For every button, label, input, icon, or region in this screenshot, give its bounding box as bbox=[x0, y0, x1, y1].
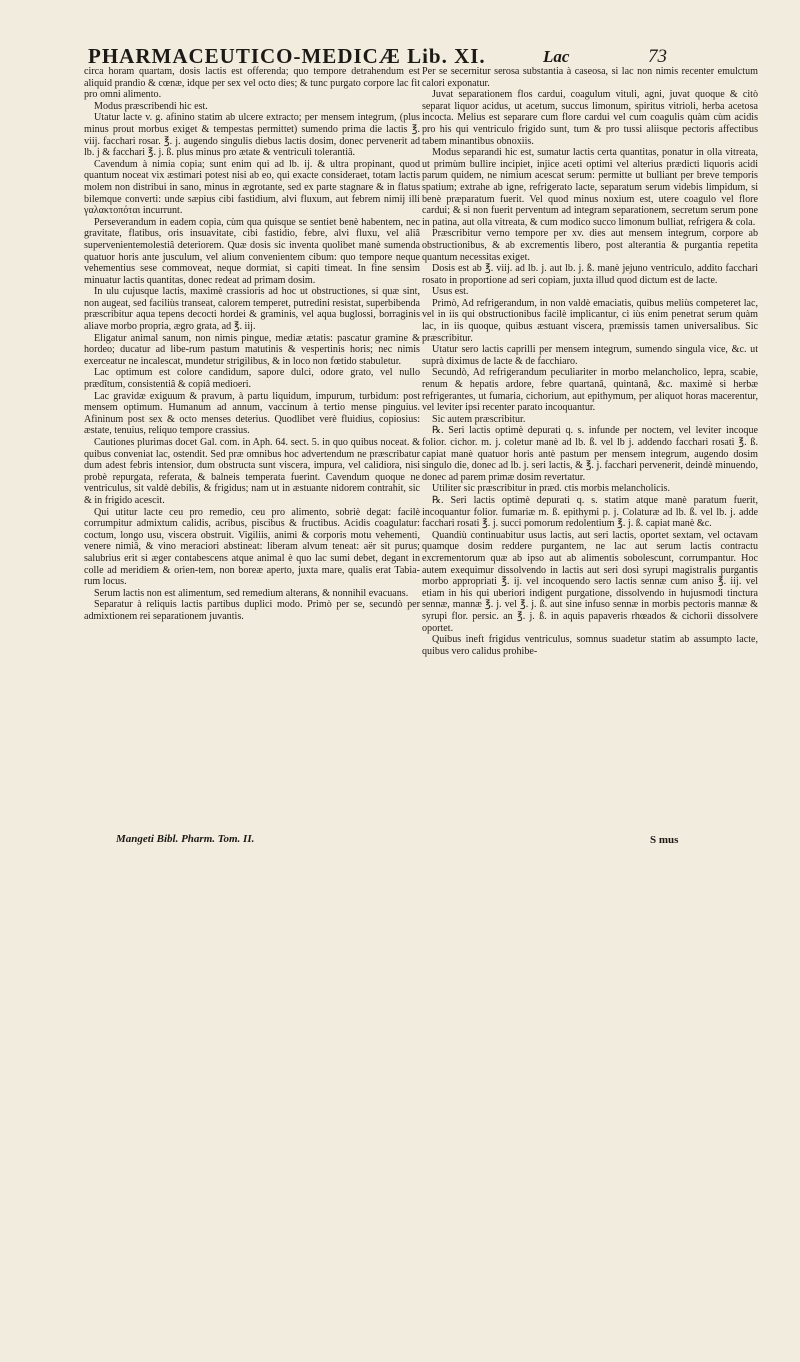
paragraph: Per se secernitur serosa substantia à caseosa, si lac non nimis recenter emulctum calori exponatur. bbox=[422, 66, 758, 89]
paragraph: Eligatur animal sanum, non nimis pingue, mediæ ætatis: pascatur gramine & hordeo; ducatur ad libe-rum pastum matutinis & vespertinis horis; nec nimis exerceatur ne incalescat, mundetur strigilibus, & in loco non fœtido stabuletur. bbox=[84, 332, 420, 367]
paragraph: In ulu cujusque lactis, maximè crassioris ad hoc ut obstructiones, si quæ sint, non augeat, sed faciliùs transeat, calorem temperet, putredini resistat, superbibenda præscribitur aqua tepens decocti hordei & graminis, vel aqua buglossi, borraginis aliave morbo propria, ægro grata, ad ℥. iij. bbox=[84, 286, 420, 333]
paragraph: Sic autem præscribitur. bbox=[432, 413, 526, 425]
paragraph: Modus separandi hic est, sumatur lactis certa quantitas, ponatur in olla vitreata, ut primùm bullire incipiet, injice aceti optimi vel alterius prædicti liquoris acidi parum quidem, ne nimium acescat serum: permitte ut bulliant per breve temporis spatium; extrahe ab igne, refrigerato lacte, separatum serum videbis limpidum, si benè præparatum fuerit. Vel quod minus noxium est, utere coagulo vel flore cardui; & si non fuerit perventum ad integram separationem, secretum serum pone in patina, aut olla vitreata, & cum modico succo limonum bulliat, refrigera & cola. bbox=[422, 147, 758, 228]
paragraph: Utatur lacte v. g. afinino statim ab ulcere extracto; per mensem integrum, (plus minus prout morbus exiget & tempestas permittet) sumendo prima die lactis ℥. viij. facchari rosar. ℥. j. augendo singulis diebus lactis dosim, donec pervenerit ad lb. j & facchari ℥. j. ß. plus minus pro ætate & ventriculi tolerantiâ. bbox=[84, 112, 420, 159]
head-letters: Lac bbox=[543, 47, 570, 66]
paragraph: Utatur sero lactis caprilli per mensem integrum, sumendo singula vice, &c. ut suprà diximus de lacte & de facchiaro. bbox=[422, 344, 758, 367]
paragraph: Modus præscribendi hic est. bbox=[94, 100, 208, 112]
left-column bbox=[84, 66, 420, 623]
paragraph: Primò, Ad refrigerandum, in non valdè emaciatis, quibus meliùs competeret lac, vel in iis qui obstructionibus facilè implicantur, ci iùs enim penetrat serum quàm lac, in iis quoque, quibus æstuant viscera, præmissis tamen universalibus. Sic præscribitur. bbox=[422, 297, 758, 344]
paragraph: Quandiù continuabitur usus lactis, aut seri lactis, oportet sextam, vel octavam quamque dosim reddere purgantem, ne lac aut serum lactis contractu excrementorum quæ ab ipso aut ab alimentis sobolescunt, corrumpantur. Hoc autem exequimur dissolvendo in lactis aut seri dosi syrupi magistralis purgantis morbo appropriati ℥. ij. vel incoquendo sero lactis sennæ cum aniso ℥. iij. vel etiam in his qui uberiori indigent purgatione, dissolvendo in hujusmodi tinctura sennæ, mannæ ℥. j. vel ℥. j. ß. aut sine infuso sennæ in morbis pectoris mannæ & syrupi flor. persic. an ℥. j. ß. in aquis papaveris rhœados & cichorii dissolvere oportet. bbox=[422, 529, 758, 634]
paragraph: Lac optimum est colore candidum, sapore dulci, odore grato, vel nullo prædîtum, consistentiâ & copiâ medioeri. bbox=[84, 367, 420, 391]
right-column bbox=[422, 66, 758, 657]
catchword: S mus bbox=[650, 834, 679, 846]
paragraph: Juvat separationem flos cardui, coagulum vituli, agni, juvat quoque & citò separat liquor acidus, ut acetum, succus limonum, spiritus vitrioli, herba acetosa incocta. Melius est separare cum flore cardui vel cum coagulis quàm cùm acidis pro his qui ventriculo frigido sunt, tum & pro tussi aliisque pectoris affectibus tabem minantibus obnoxiis. bbox=[422, 89, 758, 147]
paragraph: Qui utitur lacte ceu pro remedio, ceu pro alimento, sobriè degat: facilè corrumpitur admixtum calidis, acribus, piscibus & fructibus. Acidis coagulatur: coctum, longo usu, viscera obstruit. Vigiliis, animi & corporis motu vehementi, venere nimiâ, & vino meraciori abstineat: liberam alvum teneat: aër sit purus; salubrius erit si æger contabescens atque animal è quo lac sumi debet, degant in colle ad meridiem & orien-tem, non boreæ aperto, juxta mare, qualis erat Tabia-rum locus. bbox=[84, 506, 420, 588]
paragraph: Utiliter sic præscribitur in præd. ctis morbis melancholicis. bbox=[432, 483, 671, 495]
paragraph: Secundò, Ad refrigerandum peculiariter in morbo melancholico, lepra, scabie, renum & hepatis ardore, febre quartanâ, quintanâ, &c. maximè si herbæ refrigerantes, ut fumaria, cichorium, aut epithymum, per aliquot horas macerentur, vel leviter ipsi recenter parato incoquantur. bbox=[422, 367, 758, 414]
page-number: 73 bbox=[648, 46, 667, 67]
paragraph: ℞. Seri lactis optimè depurati q. s. statim atque manè paratum fuerit, incoquantur folior. fumariæ m. ß. epithymi p. j. Colaturæ ad lb. ß. vel lb. j. adde facchari rosati ℥. j. succi pomorum redolentium ℥. j. ß. capiat manè &c. bbox=[422, 494, 758, 530]
paragraph: Præscribitur verno tempore per xv. dies aut mensem integrum, corpore ab obstructionibus, & ab excrementis libero, post alterantia & purgantia repetita quantum necessitas exiget. bbox=[422, 228, 758, 263]
paragraph: Usus est. bbox=[432, 286, 469, 298]
paragraph: Lac gravidæ exiguum & pravum, à partu liquidum, impurum, turbidum: post mensem optimum. Humanum ad annum, vaccinum à tertio mense pinguius. Afininum post sex & octo menses deterius. Quodlibet verè fluidius, copiosius: æstate, tenuius, reliquo tempore crassius. bbox=[84, 390, 420, 437]
paragraph: Cautiones plurimas docet Gal. com. in Aph. 64. sect. 5. in quo quibus noceat. & quibus conveniat lac, ostendit. Sed præ omnibus hoc advertendum ne præscribatur dum adest febris intensior, dum obstructa sunt viscera, impura, vel calidiora, nisi probè repurgata, referata, & balneis temperata fuerint. Cavendum quoque ne ventriculus, sit valdè debilis, & frigidus; nam ut in æstuante nidorem contrahit, sic & in frigido acescit. bbox=[84, 437, 420, 506]
paragraph: Perseverandum in eadem copia, cùm qua quisque se sentiet benè habentem, nec gravitate, flatibus, oris insuavitate, cibi fastidio, febre, alvi fluxu, vel aliâ supervenientemolestiâ deteriorem. Quæ dosis sic inventa quolibet manè sumenda quatuor horis ante jusculum, vel alium convenientem cibum: quo tempore neque vehementius sese commoveat, neque dormiat, si capiti timeat. In fine sensim minuatur lactis quantitas, donec redeat ad primam dosim. bbox=[84, 216, 420, 286]
paragraph: Cavendum à nimia copia; sunt enim qui ad lb. ij. & ultra propinant, quod quantum noceat vix æstimari potest nisi ab eo, qui exacte consideraet, totam lactis molem non distribui in sano, minus in ægrotante, sed ex parte stagnare & in flatus bilemque converti: unde sæpius cibi fastidium, alvi fluxum, aut febrem nimij illi γαλακτοπόται incurrunt. bbox=[84, 158, 420, 217]
paragraph: Quibus ineft frigidus ventriculus, somnus suadetur statim ab assumpto lacte, quibus vero calidus prohibe- bbox=[422, 634, 758, 657]
running-head: PHARMACEUTICO-MEDICÆ Lib. XI. bbox=[88, 44, 486, 68]
paragraph: Separatur à reliquis lactis partibus duplici modo. Primò per se, secundò per admixtionem rei separationem juvantis. bbox=[84, 599, 420, 622]
paragraph: Serum lactis non est alimentum, sed remedium alterans, & nonnihil evacuans. bbox=[94, 587, 409, 599]
paragraph: circa horam quartam, dosis lactis est offerenda; quo tempore detrahendum est aliquid prandio & cœnæ, idque per sex vel octo dies; & tunc purgato corpore lac fit pro omni alimento. bbox=[84, 66, 420, 101]
paragraph: Dosis est ab ℥. viij. ad lb. j. aut lb. j. ß. manè jejuno ventriculo, addito facchari rosato in proportione ad seri copiam, juxta illud quod dictum est de lacte. bbox=[422, 263, 758, 286]
paragraph: ℞. Seri lactis optimè depurati q. s. infunde per noctem, vel leviter incoque folior. cichor. m. j. coletur manè ad lb. ß. vel lb j. addendo facchari rosati ℥. ß. capiat manè quatuor horis antè pastum per mensem integrum, augendo dosim singulo die, donec ad lb. j. seri lactis, & ℥. j. facchari pervenerit, deindè minuendo, donec ad parem primæ dosim revertatur. bbox=[422, 425, 758, 483]
signature-line: Mangeti Bibl. Pharm. Tom. II. bbox=[116, 833, 255, 845]
